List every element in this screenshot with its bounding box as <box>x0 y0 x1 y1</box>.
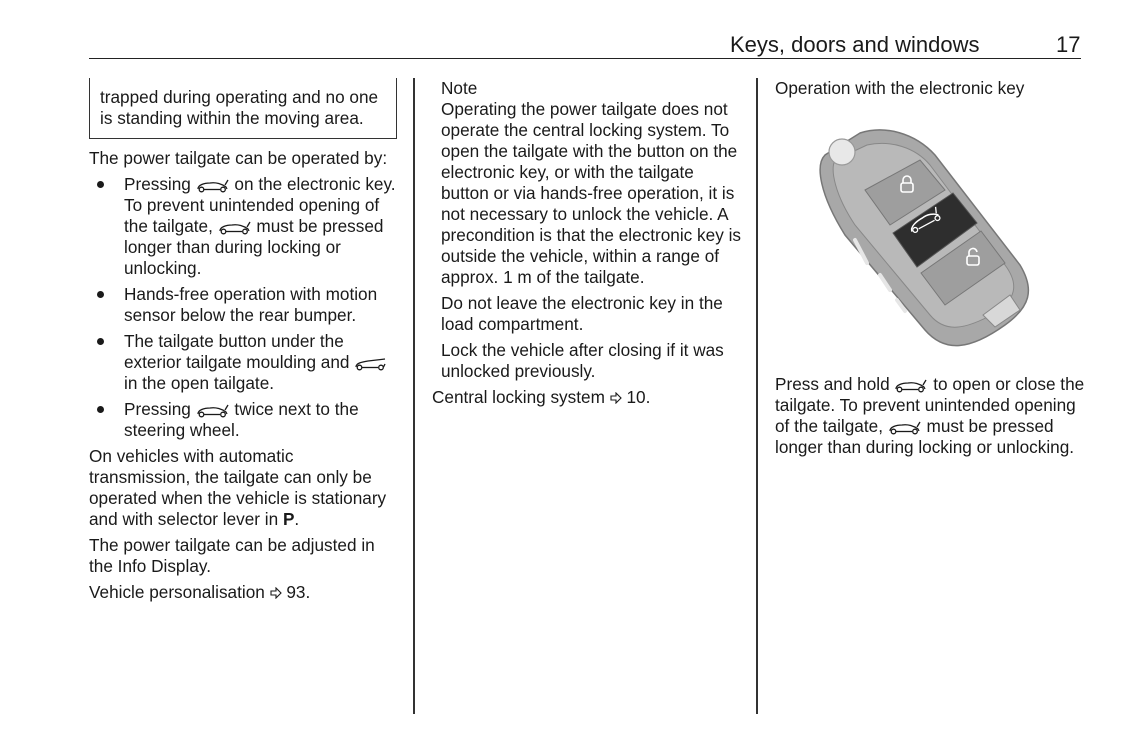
electronic-key-illustration <box>805 115 1045 355</box>
page-number: 17 <box>1056 32 1081 57</box>
press-and-hold-paragraph: Press and hold to open or close the tailgate. To prevent unintended opening of the tailgate, must be pressed longer than during locking or unlocking. <box>775 374 1085 457</box>
info-display-paragraph: The power tailgate can be adjusted in the Info Display. <box>89 535 375 576</box>
column-divider-1 <box>413 78 415 714</box>
tailgate-icon <box>894 379 928 393</box>
page-header-title: Keys, doors and windows <box>730 32 980 57</box>
warning-box <box>89 78 397 139</box>
page-reference-arrow-icon <box>610 392 622 404</box>
central-locking-reference[interactable]: Central locking system 10. <box>432 387 651 407</box>
bullet-icon <box>97 338 104 345</box>
note-paragraph-1: Operating the power tailgate does not operate the central locking system. To open the tailgate with the button on the electronic key, or with the tailgate button or via hands-free operation, it is not necessary to unlock the vehicle. A precondition is that the electronic key is outside the vehicle, within a range of approx. 1 m of the tailgate. <box>441 99 741 287</box>
note-block <box>432 78 744 382</box>
tailgate-open-icon <box>354 357 388 371</box>
bullet-icon <box>97 291 104 298</box>
section-heading: Operation with the electronic key <box>775 78 1025 98</box>
page-reference-arrow-icon <box>270 587 282 599</box>
note-paragraph-3: Lock the vehicle after closing if it was unlocked previously. <box>441 340 724 381</box>
column-divider-2 <box>756 78 758 714</box>
column-3-body <box>775 374 1087 463</box>
tailgate-icon <box>888 421 922 435</box>
column-2 <box>432 78 744 413</box>
automatic-transmission-paragraph: On vehicles with automatic transmission, the tailgate can only be operated when the vehicle is stationary and with selector lever in P. <box>89 446 387 529</box>
column-1 <box>89 78 397 608</box>
tailgate-icon <box>196 404 230 418</box>
list-item: Hands-free operation with motion sensor below the rear bumper. <box>89 284 397 326</box>
bullet-icon <box>97 406 104 413</box>
column-3 <box>775 78 1087 99</box>
note-title: Note <box>441 78 478 98</box>
warning-box-text: trapped during operating and no one is standing within the moving area. <box>100 87 379 128</box>
bullet-icon <box>97 181 104 188</box>
tailgate-icon <box>196 179 230 193</box>
operation-methods-list <box>89 174 397 441</box>
tailgate-icon <box>218 221 252 235</box>
key-release-button <box>829 139 855 165</box>
list-item: Pressing twice next to the steering wheel. <box>89 399 397 441</box>
list-item: The tailgate button under the exterior tailgate moulding and in the open tailgate. <box>89 331 397 394</box>
header-rule <box>89 58 1081 59</box>
list-item: Pressing on the electronic key. To prevent unintended opening of the tailgate, must be pressed longer than during locking or unlocking. <box>89 174 397 279</box>
intro-paragraph: The power tailgate can be operated by: <box>89 148 388 168</box>
note-paragraph-2: Do not leave the electronic key in the load compartment. <box>441 293 723 334</box>
personalisation-reference[interactable]: Vehicle personalisation 93. <box>89 582 311 602</box>
